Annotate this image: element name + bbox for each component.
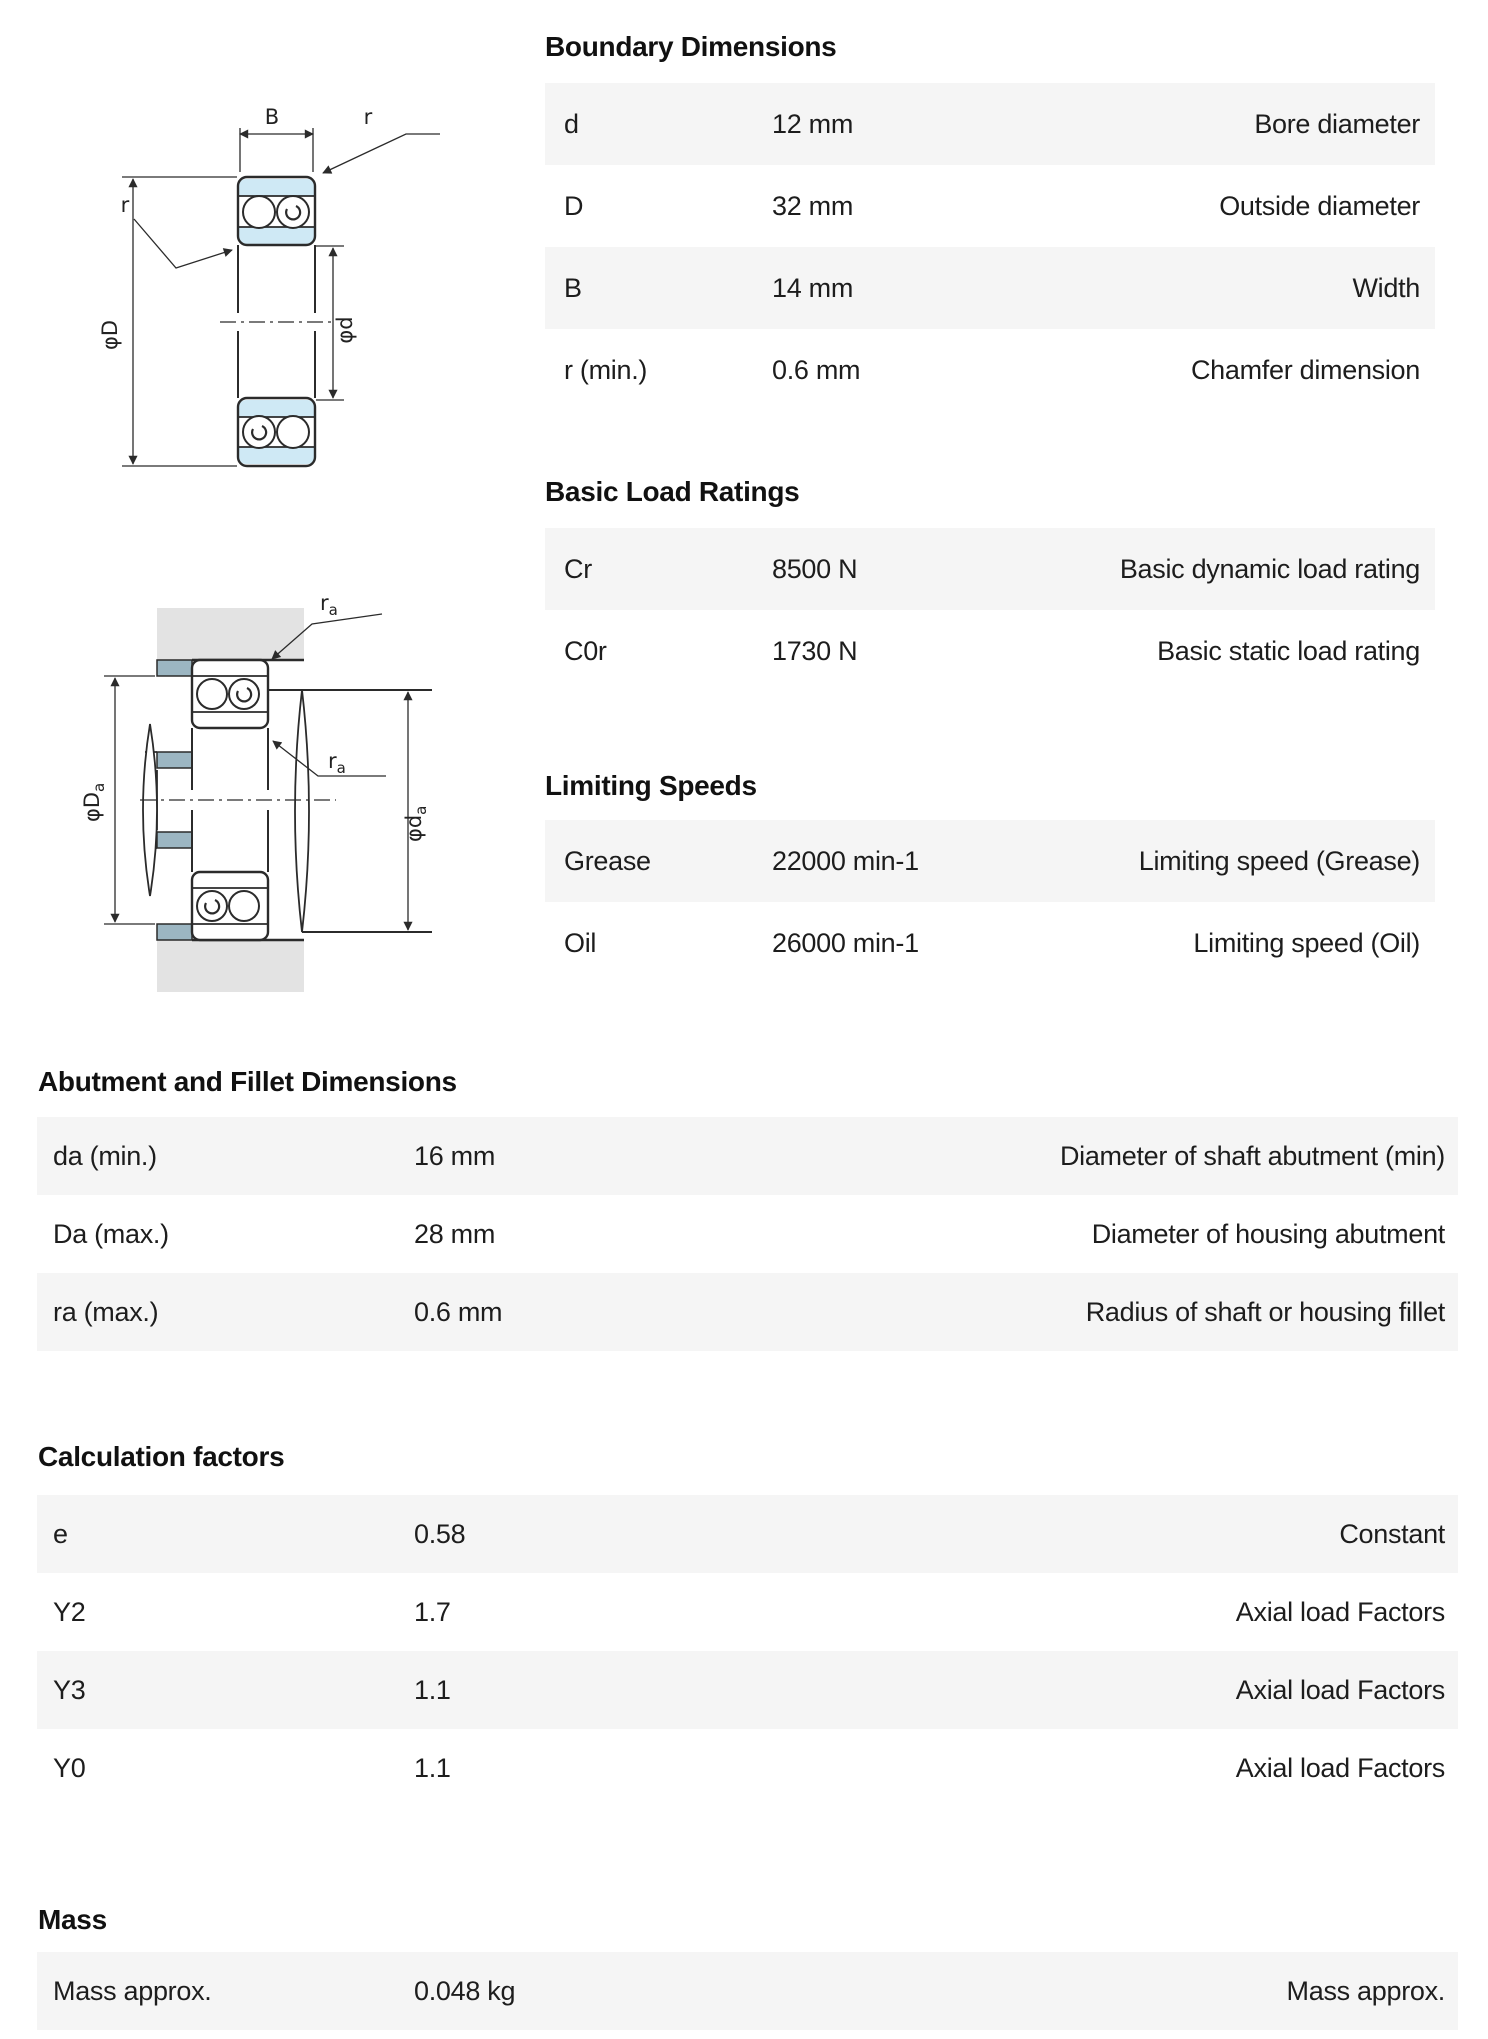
row-value: 0.58 [414,1518,466,1549]
row-value: 1.1 [414,1752,451,1783]
chamfer-dimension-label-left: r [120,193,130,217]
section-title-abutment: Abutment and Fillet Dimensions [38,1066,457,1097]
row-desc: Limiting speed (Oil) [1193,927,1420,958]
limiting-speeds-table [545,820,1435,984]
row-label: ra (max.) [53,1296,159,1327]
table-row [37,1195,1458,1273]
row-label: e [53,1518,68,1549]
row-label: Cr [564,553,592,584]
row-desc: Width [1352,272,1420,303]
table-row [545,610,1435,692]
table-row [545,820,1435,902]
row-value: 0.048 kg [414,1975,516,2006]
housing-abutment-diameter-label: $\varphi D_a$ [80,782,108,822]
section-title-boundary: Boundary Dimensions [545,31,837,62]
row-label: d [564,108,579,139]
row-value: 22000 min-1 [772,845,919,876]
row-value: 1730 N [772,635,858,666]
row-value: 32 mm [772,190,854,221]
row-label: C0r [564,635,607,666]
bearing-mounting-diagram [80,591,440,1005]
table-row [37,1952,1458,2030]
row-desc: Basic static load rating [1157,635,1420,666]
row-value: 12 mm [772,108,854,139]
bearing-cross-section-diagram [95,100,450,480]
ball [197,679,227,709]
housing-block-top [157,608,304,660]
table-row [37,1729,1458,1807]
ball [243,196,275,228]
table-row [37,1117,1458,1195]
fillet-radius-label-top: $r_a$ [320,591,338,619]
shaft-break-right [295,690,309,932]
boundary-dimensions-table [545,83,1435,411]
row-label: Y3 [53,1674,86,1705]
row-value: 8500 N [772,553,858,584]
row-desc: Limiting speed (Grease) [1138,845,1420,876]
section-title-calculation-factors: Calculation factors [38,1441,285,1472]
ball [243,416,275,448]
ball [197,891,227,921]
table-row [545,329,1435,411]
mass-table [37,1952,1458,2030]
row-desc: Radius of shaft or housing fillet [1085,1296,1445,1327]
row-desc: Diameter of housing abutment [1091,1218,1445,1249]
row-desc: Diameter of shaft abutment (min) [1059,1140,1445,1171]
row-label: B [564,272,582,303]
bore-diameter-label: φd [333,316,357,344]
chamfer-dimension-label-top: r [363,105,373,129]
section-title-mass: Mass [38,1904,107,1935]
shaft-break-left [143,724,157,896]
table-row [545,165,1435,247]
row-value: 26000 min-1 [772,927,919,958]
table-row [37,1651,1458,1729]
outer-diameter-label: φD [98,319,122,351]
row-label: Y0 [53,1752,86,1783]
row-desc: Mass approx. [1286,1975,1445,2006]
row-label: Grease [564,845,651,876]
row-label: Y2 [53,1596,86,1627]
row-value: 14 mm [772,272,854,303]
table-row [37,1495,1458,1573]
fillet-radius-label-mid: $r_a$ [328,749,346,777]
section-title-load-ratings: Basic Load Ratings [545,476,800,507]
row-label: r (min.) [564,354,648,385]
shaft-abutment-diameter-label: $\varphi d_a$ [402,805,430,842]
row-label: Oil [564,927,597,958]
row-desc: Constant [1339,1518,1445,1549]
abutment-fillet-table [37,1117,1458,1351]
table-row [545,83,1435,165]
table-row [545,902,1435,984]
row-desc: Axial load Factors [1235,1752,1445,1783]
row-desc: Bore diameter [1254,108,1420,139]
row-desc: Basic dynamic load rating [1119,553,1420,584]
basic-load-ratings-table [545,528,1435,692]
table-row [545,247,1435,329]
row-desc: Axial load Factors [1235,1674,1445,1705]
row-label: Da (max.) [53,1218,169,1249]
table-row [37,1273,1458,1351]
table-row [545,528,1435,610]
row-value: 0.6 mm [414,1296,503,1327]
row-value: 1.1 [414,1674,451,1705]
width-dimension-label: B [264,105,280,129]
ball [229,679,259,709]
ball [229,891,259,921]
ball [277,196,309,228]
table-row [37,1573,1458,1651]
row-value: 16 mm [414,1140,496,1171]
row-value: 28 mm [414,1218,496,1249]
row-desc: Outside diameter [1219,190,1420,221]
row-label: D [564,190,584,221]
row-desc: Axial load Factors [1235,1596,1445,1627]
housing-block-bottom [157,940,304,992]
row-value: 0.6 mm [772,354,861,385]
section-title-limiting-speeds: Limiting Speeds [545,770,757,801]
ball [277,416,309,448]
row-desc: Chamfer dimension [1190,354,1420,385]
calculation-factors-table [37,1495,1458,1807]
row-label: da (min.) [53,1140,157,1171]
row-label: Mass approx. [53,1975,212,2006]
row-value: 1.7 [414,1596,451,1627]
